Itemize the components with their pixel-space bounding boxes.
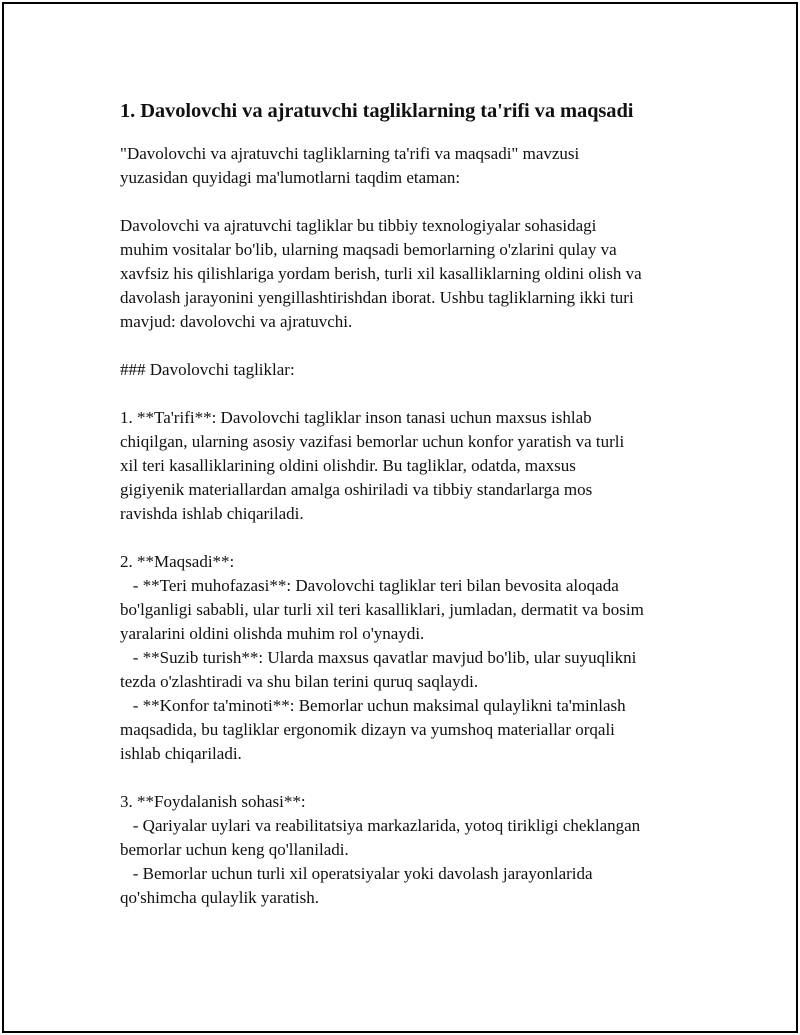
text-line: bemorlar uchun keng qo'llaniladi.: [120, 840, 349, 859]
text-line: davolash jarayonini yengillashtirishdan iborat. Ushbu tagliklarning ikki turi: [120, 288, 634, 307]
blank-line: [120, 382, 700, 406]
text-line: xil teri kasalliklarining oldini olishdir. Bu tagliklar, odatda, maxsus: [120, 456, 576, 475]
blank-line: [120, 766, 700, 790]
document-body: [120, 98, 700, 910]
text-line: gigiyenik materiallardan amalga oshiriladi va tibbiy standarlarga mos: [120, 480, 593, 499]
text-line: xavfsiz his qilishlariga yordam berish, turli xil kasalliklarning oldini olish va: [120, 264, 642, 283]
text-line: qo'shimcha qulaylik yaratish.: [120, 888, 319, 907]
text-line: bo'lganligi sababli, ular turli xil teri kasalliklari, jumladan, dermatit va bosim: [120, 600, 644, 619]
text-line: mavjud: davolovchi va ajratuvchi.: [120, 312, 353, 331]
text-line: - **Teri muhofazasi**: Davolovchi tagliklar teri bilan bevosita aloqada: [120, 576, 619, 595]
text-line: ishlab chiqariladi.: [120, 744, 242, 763]
blank-line: [120, 190, 700, 214]
text-line: 2. **Maqsadi**:: [120, 552, 235, 571]
text-line: 1. **Ta'rifi**: Davolovchi tagliklar inson tanasi uchun maxsus ishlab: [120, 408, 592, 427]
text-line: - Qariyalar uylari va reabilitatsiya markazlarida, yotoq tirikligi cheklangan: [120, 816, 641, 835]
text-line: - **Suzib turish**: Ularda maxsus qavatlar mavjud bo'lib, ular suyuqlikni: [120, 648, 637, 667]
text-line: muhim vositalar bo'lib, ularning maqsadi bemorlarning o'zlarini qulay va: [120, 240, 617, 259]
text-line: ### Davolovchi tagliklar:: [120, 360, 295, 379]
text-line: maqsadida, bu tagliklar ergonomik dizayn va yumshoq materiallar orqali: [120, 720, 615, 739]
text-line: chiqilgan, ularning asosiy vazifasi bemorlar uchun konfor yaratish va turli: [120, 432, 625, 451]
text-line: ravishda ishlab chiqariladi.: [120, 504, 304, 523]
document-page: [2, 2, 798, 1033]
document-text: [120, 142, 700, 910]
document-title: 1. Davolovchi va ajratuvchi tagliklarning ta'rifi va maqsadi: [120, 100, 634, 122]
blank-line: [120, 526, 700, 550]
text-line: tezda o'zlashtiradi va shu bilan terini quruq saqlaydi.: [120, 672, 479, 691]
text-line: Davolovchi va ajratuvchi tagliklar bu tibbiy texnologiyalar sohasidagi: [120, 216, 597, 235]
text-line: yaralarini oldini olishda muhim rol o'ynaydi.: [120, 624, 425, 643]
text-line: yuzasidan quyidagi ma'lumotlarni taqdim etaman:: [120, 168, 461, 187]
blank-line: [120, 334, 700, 358]
text-line: - Bemorlar uchun turli xil operatsiyalar yoki davolash jarayonlarida: [120, 864, 593, 883]
text-line: "Davolovchi va ajratuvchi tagliklarning ta'rifi va maqsadi" mavzusi: [120, 144, 580, 163]
text-line: - **Konfor ta'minoti**: Bemorlar uchun maksimal qulaylikni ta'minlash: [120, 696, 626, 715]
text-line: 3. **Foydalanish sohasi**:: [120, 792, 306, 811]
